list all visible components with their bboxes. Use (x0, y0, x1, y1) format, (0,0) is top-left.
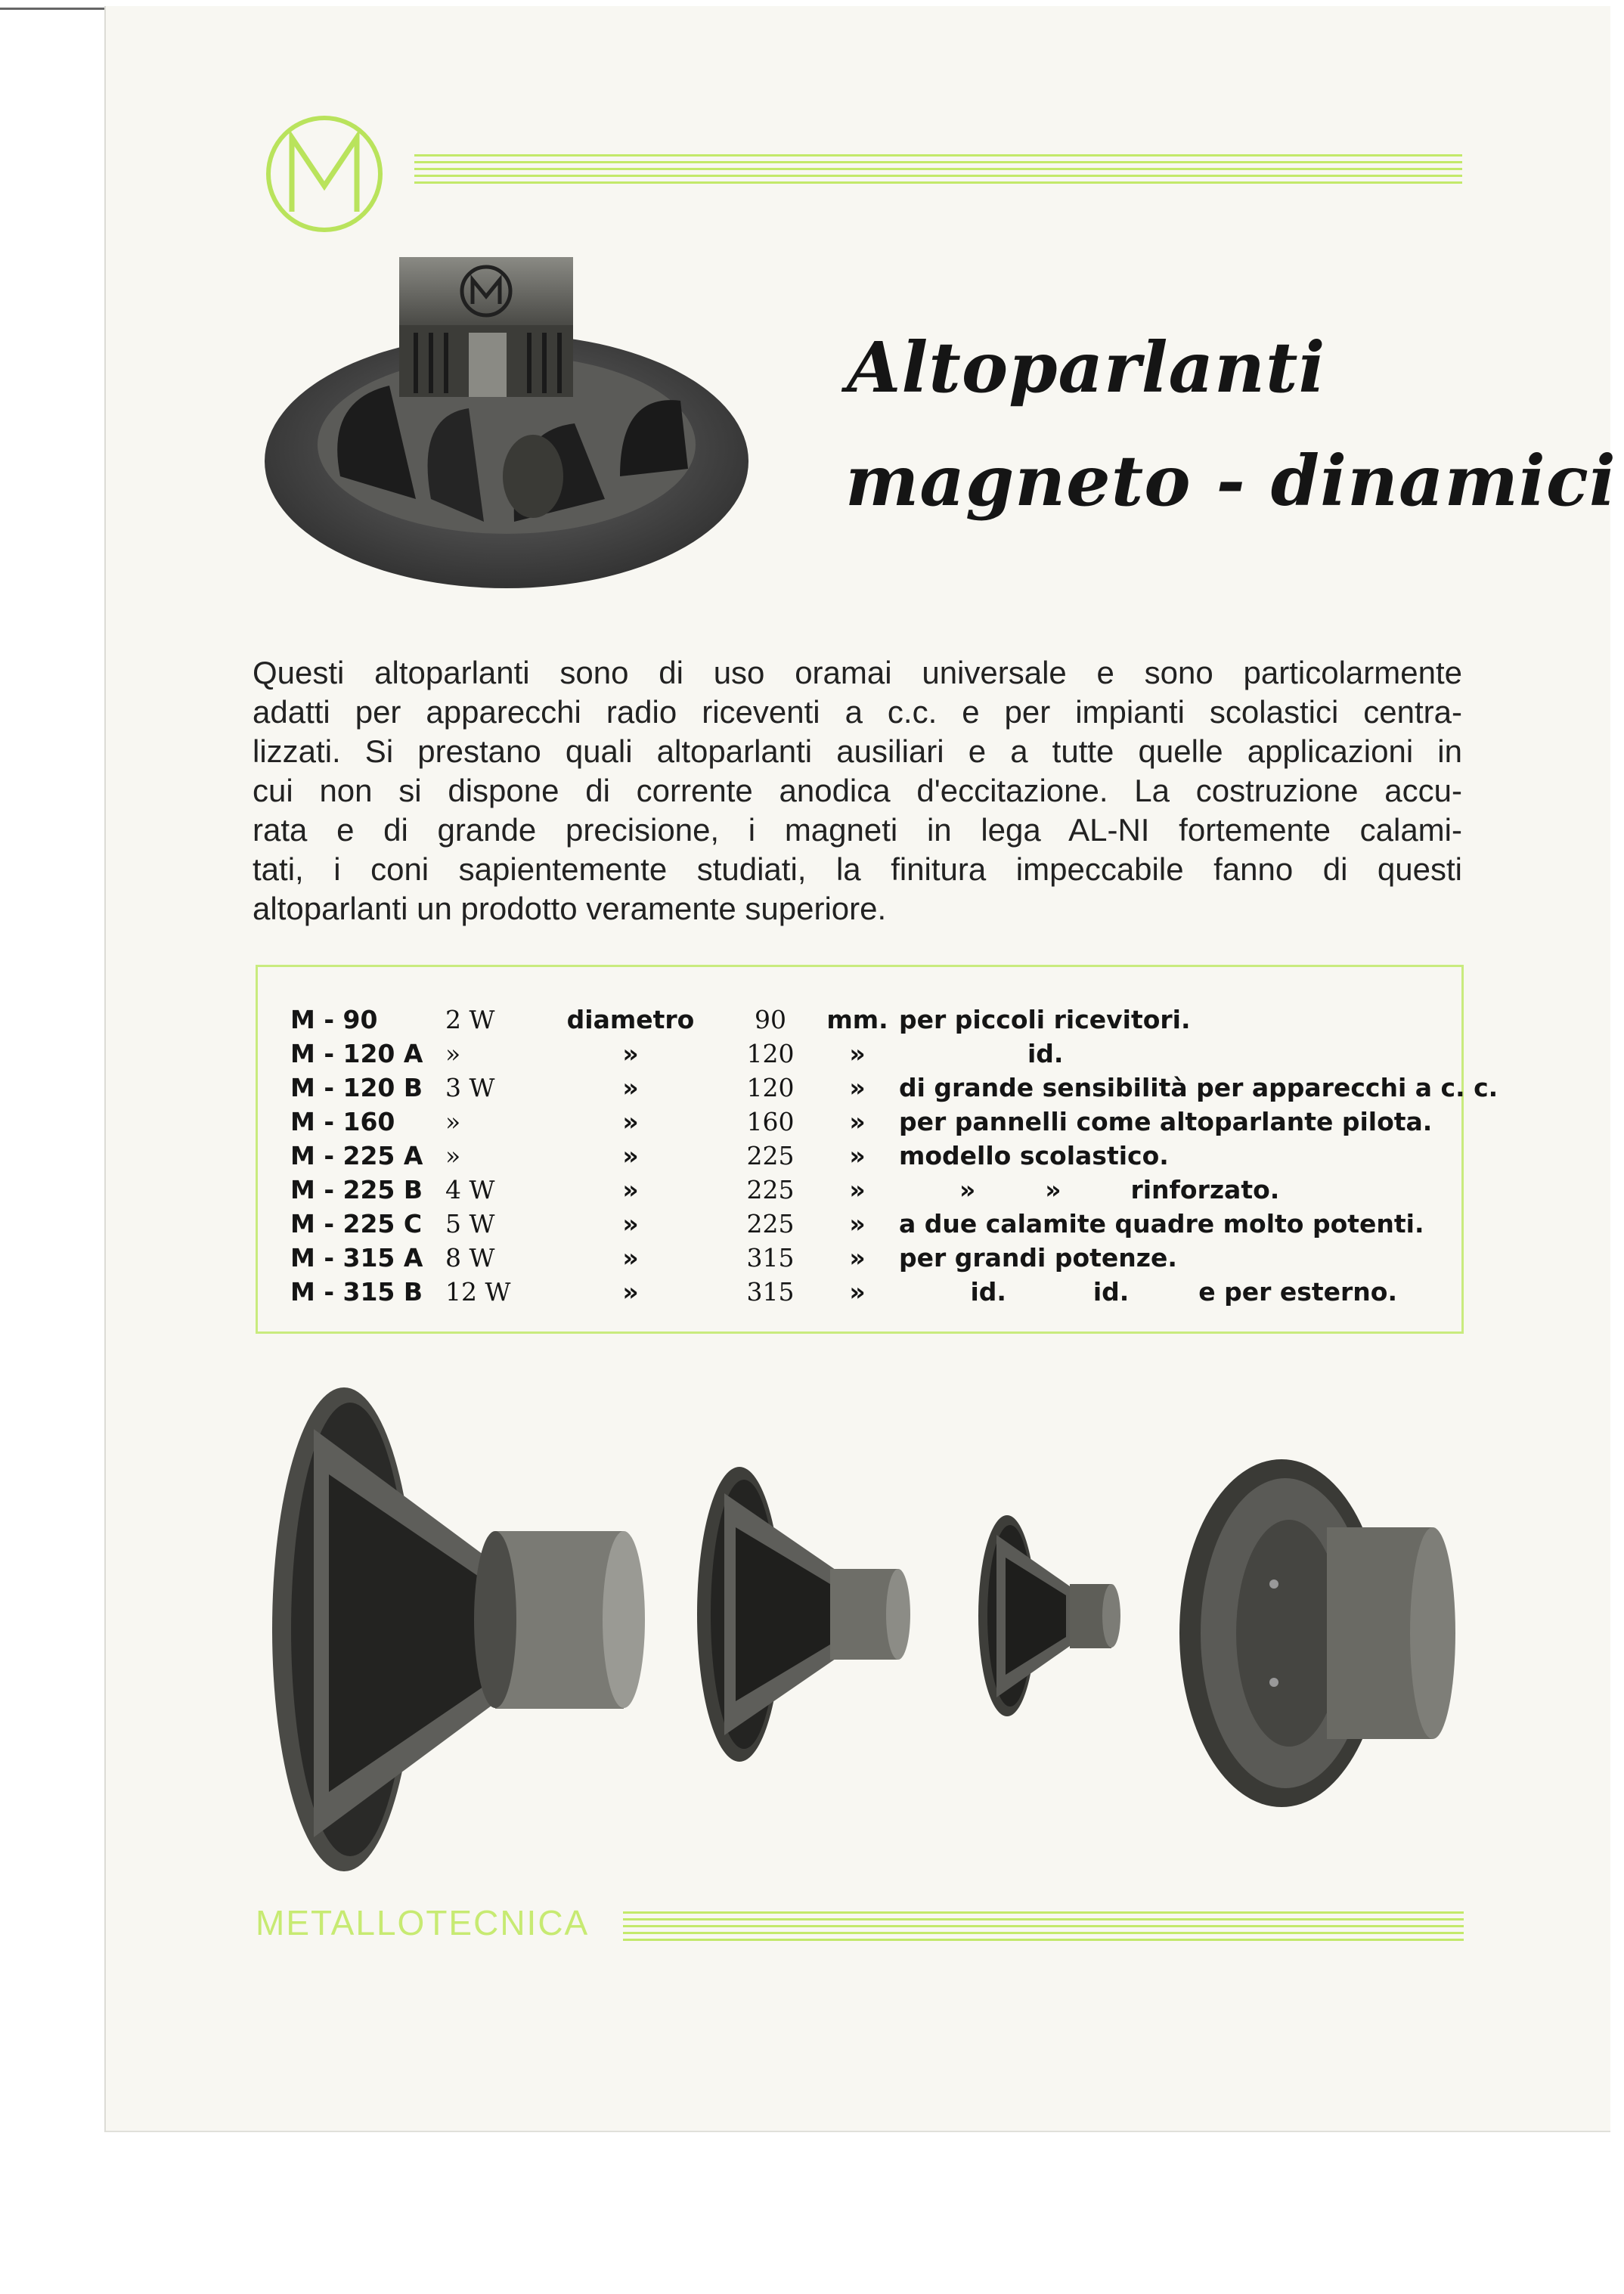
diameter-cell: » (622, 1073, 639, 1102)
unit-cell: mm. (826, 1005, 888, 1034)
model-cell: M - 315 B (290, 1277, 423, 1307)
watt-cell: 8 W (445, 1243, 495, 1273)
intro-line: rata e di grande precisione, i magneti in lega AL-NI fortemente calami- (253, 812, 1462, 848)
diameter-cell: » (622, 1175, 639, 1204)
description-cell: » » rinforzato. (959, 1175, 1280, 1204)
metallotecnica-logo (263, 113, 386, 234)
mm-cell: 225 (746, 1141, 795, 1170)
watt-cell: 4 W (445, 1175, 495, 1204)
watt-cell: 12 W (445, 1277, 511, 1307)
spec-table (290, 1003, 1498, 1309)
diameter-cell: » (622, 1039, 639, 1068)
title-line-2: magneto - dinamici (845, 440, 1616, 522)
unit-cell: » (849, 1277, 866, 1307)
diameter-cell: » (622, 1141, 639, 1170)
table-row (290, 1275, 1498, 1309)
intro-line: lizzati. Si prestano quali altoparlanti ausiliari e a tutte quelle applicazioni in (253, 733, 1462, 769)
table-row (290, 1241, 1498, 1275)
scan-edge-line (0, 8, 104, 10)
speaker-photo-4 (1176, 1455, 1459, 1811)
description-cell: modello scolastico. (899, 1141, 1169, 1170)
diameter-cell: » (622, 1277, 639, 1307)
intro-line: altoparlanti un prodotto veramente superiore. (253, 891, 887, 926)
mm-cell: 90 (755, 1005, 786, 1034)
table-row (290, 1207, 1498, 1241)
description-cell: per grandi potenze. (899, 1243, 1177, 1273)
mm-cell: 120 (746, 1073, 795, 1102)
watt-cell: » (445, 1141, 461, 1170)
description-cell: per piccoli ricevitori. (899, 1005, 1191, 1034)
title-line-1: Altoparlanti (847, 327, 1326, 408)
intro-line: adatti per apparecchi radio riceventi a c.c. e per impianti scolastici centra- (253, 694, 1462, 730)
intro-line: tati, i coni sapientemente studiati, la finitura impeccabile fanno di questi (253, 851, 1462, 887)
footer-rule (623, 1911, 1464, 1945)
model-cell: M - 225 A (290, 1141, 423, 1170)
intro-line: cui non si dispone di corrente anodica d'eccitazione. La costruzione accu- (253, 773, 1462, 808)
description-cell: id. id. e per esterno. (944, 1277, 1397, 1307)
diameter-cell: diametro (566, 1005, 695, 1034)
unit-cell: » (849, 1243, 866, 1273)
mm-cell: 225 (746, 1209, 795, 1238)
speaker-photo-2 (694, 1463, 913, 1765)
diameter-cell: » (622, 1243, 639, 1273)
diameter-cell: » (622, 1209, 639, 1238)
speaker-photo-3 (975, 1512, 1127, 1720)
model-cell: M - 225 C (290, 1209, 423, 1238)
watt-cell: » (445, 1039, 461, 1068)
model-cell: M - 120 B (290, 1073, 423, 1102)
mm-cell: 225 (746, 1175, 795, 1204)
table-row (290, 1071, 1498, 1105)
watt-cell: 3 W (445, 1073, 495, 1102)
unit-cell: » (849, 1039, 866, 1068)
description-cell: di grande sensibilità per apparecchi a c. c. (899, 1073, 1498, 1102)
mm-cell: 160 (746, 1107, 795, 1136)
brand-footer: METALLOTECNICA (256, 1903, 590, 1942)
mm-cell: 315 (746, 1243, 795, 1273)
description-cell: id. (1027, 1039, 1064, 1068)
diameter-cell: » (622, 1107, 639, 1136)
intro-paragraph (253, 653, 1462, 928)
unit-cell: » (849, 1107, 866, 1136)
model-cell: M - 90 (290, 1005, 378, 1034)
model-cell: M - 160 (290, 1107, 395, 1136)
mm-cell: 315 (746, 1277, 795, 1307)
description-cell: a due calamite quadre molto potenti. (899, 1209, 1424, 1238)
unit-cell: » (849, 1209, 866, 1238)
model-cell: M - 120 A (290, 1039, 423, 1068)
model-cell: M - 225 B (290, 1175, 423, 1204)
table-row (290, 1139, 1498, 1173)
description-cell: per pannelli come altoparlante pilota. (899, 1107, 1433, 1136)
watt-cell: 5 W (445, 1209, 495, 1238)
unit-cell: » (849, 1175, 866, 1204)
intro-line: Questi altoparlanti sono di uso oramai universale e sono particolarmente (253, 655, 1462, 690)
table-row (290, 1105, 1498, 1139)
watt-cell: » (445, 1107, 461, 1136)
table-row (290, 1003, 1498, 1037)
header-rule (414, 154, 1462, 188)
speaker-photo-1 (268, 1384, 654, 1875)
table-row (290, 1037, 1498, 1071)
watt-cell: 2 W (445, 1005, 495, 1034)
model-cell: M - 315 A (290, 1243, 423, 1273)
speaker-photo-top (257, 250, 748, 601)
table-row (290, 1173, 1498, 1207)
mm-cell: 120 (746, 1039, 795, 1068)
unit-cell: » (849, 1073, 866, 1102)
unit-cell: » (849, 1141, 866, 1170)
